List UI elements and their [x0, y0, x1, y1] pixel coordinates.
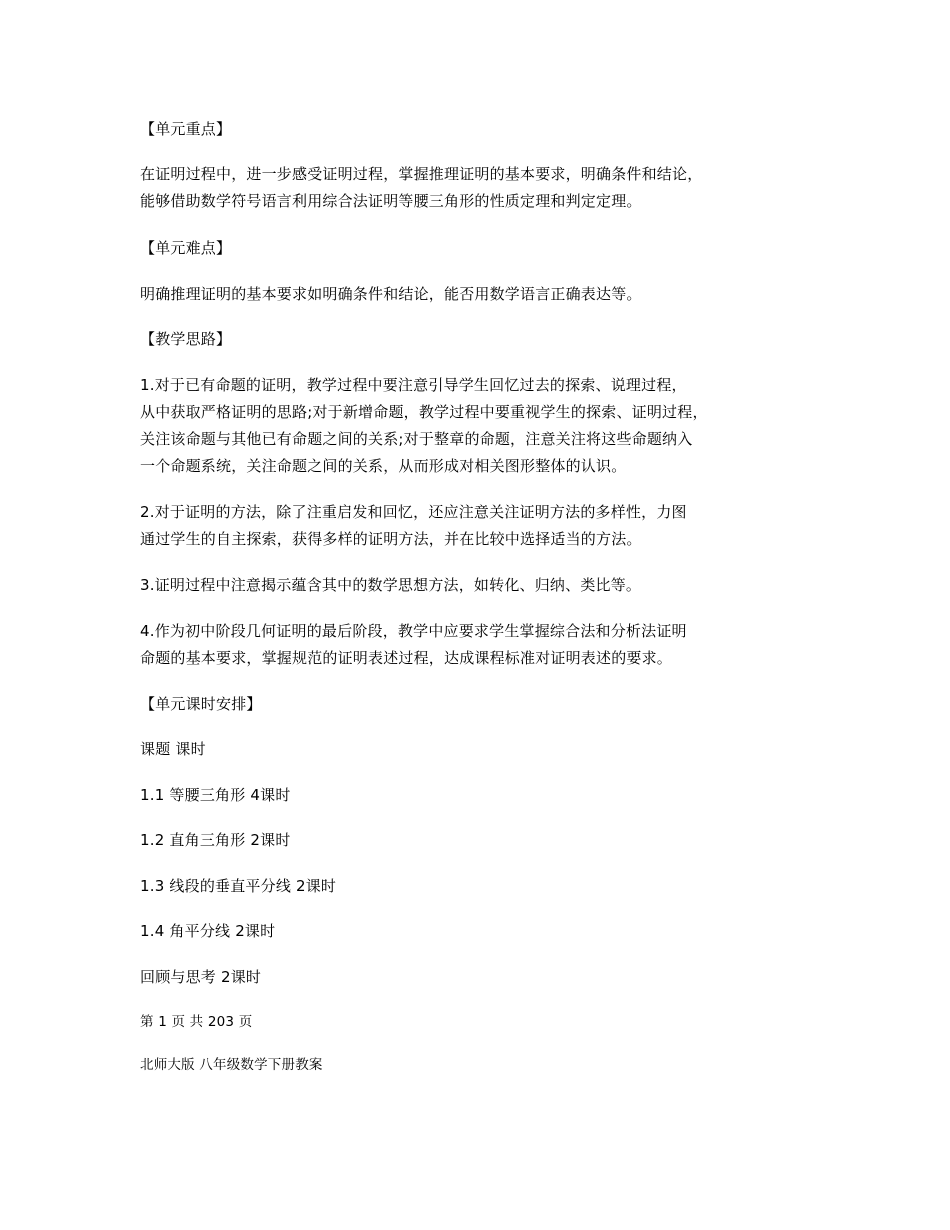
- schedule-item: 1.2 直角三角形 2课时: [140, 831, 291, 849]
- paragraph-4-line-2: 命题的基本要求，掌握规范的证明表述过程，达成课程标准对证明表述的要求。: [140, 649, 673, 667]
- paragraph-1-line-2: 从中获取严格证明的思路;对于新增命题，教学过程中要重视学生的探索、证明过程，: [140, 403, 708, 421]
- paragraph-3: 3.证明过程中注意揭示蕴含其中的数学思想方法，如转化、归纳、类比等。: [140, 576, 642, 594]
- heading-unit-schedule: 【单元课时安排】: [140, 695, 262, 713]
- paragraph-2-line-2: 通过学生的自主探索，获得多样的证明方法，并在比较中选择适当的方法。: [140, 530, 642, 548]
- schedule-item: 1.1 等腰三角形 4课时: [140, 786, 291, 804]
- difficulty-text: 明确推理证明的基本要求如明确条件和结论，能否用数学语言正确表达等。: [140, 285, 642, 303]
- focus-text-line-1: 在证明过程中，进一步感受证明过程，掌握推理证明的基本要求，明确条件和结论，: [140, 165, 703, 183]
- heading-teaching-approach: 【教学思路】: [140, 330, 232, 348]
- paragraph-2-line-1: 2.对于证明的方法，除了注重启发和回忆，还应注意关注证明方法的多样性，力图: [140, 503, 687, 521]
- schedule-header: 课题 课时: [140, 740, 206, 758]
- page-number: 第 1 页 共 203 页: [140, 1014, 253, 1030]
- paragraph-1-line-3: 关注该命题与其他已有命题之间的关系;对于整章的命题，注意关注将这些命题纳入: [140, 430, 693, 448]
- paragraph-4-line-1: 4.作为初中阶段几何证明的最后阶段，教学中应要求学生掌握综合法和分析法证明: [140, 622, 687, 640]
- schedule-item: 1.3 线段的垂直平分线 2课时: [140, 877, 337, 895]
- paragraph-1-line-1: 1.对于已有命题的证明，教学过程中要注意引导学生回忆过去的探索、说理过程，: [140, 376, 687, 394]
- footer-title: 北师大版 八年级数学下册教案: [140, 1057, 323, 1073]
- schedule-item: 1.4 角平分线 2课时: [140, 922, 276, 940]
- paragraph-1-line-4: 一个命题系统，关注命题之间的关系，从而形成对相关图形整体的认识。: [140, 457, 627, 475]
- focus-text-line-2: 能够借助数学符号语言利用综合法证明等腰三角形的性质定理和判定定理。: [140, 192, 642, 210]
- schedule-item: 回顾与思考 2课时: [140, 968, 262, 986]
- heading-unit-focus: 【单元重点】: [140, 120, 232, 138]
- heading-unit-difficulty: 【单元难点】: [140, 239, 232, 257]
